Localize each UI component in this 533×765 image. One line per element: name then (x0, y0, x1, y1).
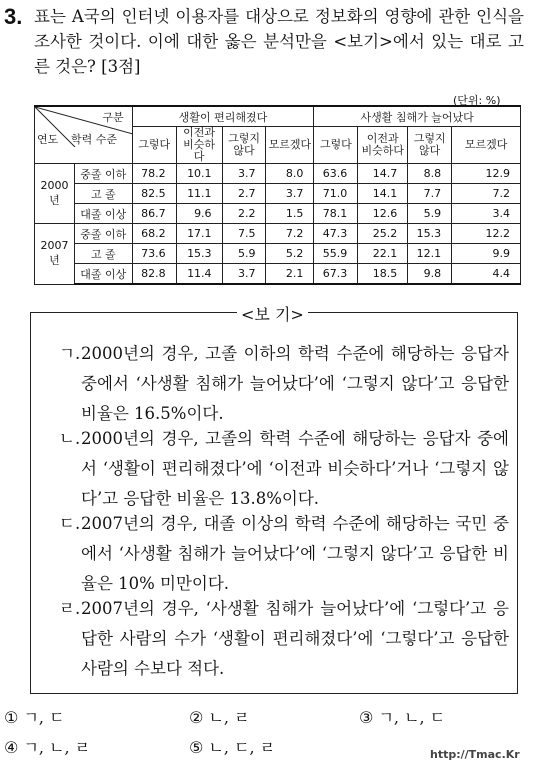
value-cell: 8.8 (408, 164, 452, 184)
value-cell: 12.6 (358, 204, 408, 224)
value-cell: 12.1 (408, 244, 452, 264)
bogi-item-mark: ㄱ. (59, 344, 81, 363)
year-cell-2000: 2000년 (35, 164, 75, 224)
value-cell: 10.1 (176, 164, 222, 184)
value-cell: 1.5 (266, 204, 314, 224)
value-cell: 2.7 (222, 184, 266, 204)
choice-number: ⑤ (189, 738, 204, 757)
choice-1[interactable] (4, 705, 65, 728)
choice-number: ② (189, 708, 204, 727)
value-cell: 78.2 (132, 164, 176, 184)
watermark: http://Tmac.Kr (430, 748, 520, 761)
value-cell: 5.2 (266, 244, 314, 264)
value-cell: 67.3 (314, 264, 358, 285)
table-corner-cell (35, 106, 133, 164)
value-cell: 5.9 (222, 244, 266, 264)
value-cell: 4.4 (452, 264, 521, 285)
year-cell-2007: 2007년 (35, 224, 75, 285)
bogi-item-text: 2000년의 경우, 고졸 이하의 학력 수준에 해당하는 응답자 중에서 ‘사생활 침해가 늘어났다’에 ‘그렇지 않다’고 응답한 비율은 16.5%이다. (81, 344, 509, 423)
survey-table (34, 105, 521, 285)
level-cell: 고 졸 (74, 244, 132, 264)
value-cell: 47.3 (314, 224, 358, 244)
value-cell: 68.2 (132, 224, 176, 244)
value-cell: 3.7 (266, 184, 314, 204)
value-cell: 11.4 (176, 264, 222, 285)
sub-header: 그렇다 (314, 127, 358, 164)
level-cell: 대졸 이상 (74, 204, 132, 224)
value-cell: 7.7 (408, 184, 452, 204)
choice-text: ㄴ, ㄷ, ㄹ (208, 738, 276, 757)
value-cell: 7.2 (452, 184, 521, 204)
bogi-item-2 (59, 424, 509, 514)
level-cell: 중졸 이하 (74, 164, 132, 184)
bogi-item-mark: ㄴ. (59, 429, 81, 448)
value-cell: 14.1 (358, 184, 408, 204)
value-cell: 82.5 (132, 184, 176, 204)
choice-text: ㄱ, ㄴ, ㄷ (378, 708, 446, 727)
value-cell: 7.2 (266, 224, 314, 244)
value-cell: 14.7 (358, 164, 408, 184)
choice-text: ㄱ, ㄷ (23, 708, 65, 727)
value-cell: 15.3 (176, 244, 222, 264)
corner-label-category: 구분 (102, 111, 124, 124)
sub-header: 이전과 비슷하다 (176, 127, 222, 164)
bogi-item-text: 2007년의 경우, ‘사생활 침해가 늘어났다’에 ‘그렇다’고 응답한 사람의 수가 ‘생활이 편리해졌다’에 ‘그렇다’고 응답한 사람의 수보다 적다. (81, 599, 509, 678)
value-cell: 5.9 (408, 204, 452, 224)
bogi-title: <보 기> (237, 302, 308, 325)
choice-5[interactable] (189, 735, 275, 758)
choice-text: ㄴ, ㄹ (208, 708, 250, 727)
question-number: 3. (4, 4, 23, 29)
value-cell: 3.7 (222, 164, 266, 184)
value-cell: 3.4 (452, 204, 521, 224)
value-cell: 7.5 (222, 224, 266, 244)
choice-2[interactable] (189, 705, 250, 728)
value-cell: 15.3 (408, 224, 452, 244)
choice-number: ④ (4, 738, 19, 757)
value-cell: 78.1 (314, 204, 358, 224)
value-cell: 22.1 (358, 244, 408, 264)
level-cell: 중졸 이하 (74, 224, 132, 244)
sub-header: 이전과 비슷하다 (358, 127, 408, 164)
value-cell: 2.1 (266, 264, 314, 285)
sub-header: 모르겠다 (266, 127, 314, 164)
value-cell: 8.0 (266, 164, 314, 184)
value-cell: 17.1 (176, 224, 222, 244)
value-cell: 73.6 (132, 244, 176, 264)
bogi-item-text: 2000년의 경우, 고졸의 학력 수준에 해당하는 응답자 중에서 ‘생활이 편리해졌다’에 ‘이전과 비슷하다’거나 ‘그렇지 않다’고 응답한 비율은 13.8%이다. (81, 429, 509, 508)
bogi-box (30, 312, 518, 694)
choice-number: ③ (359, 708, 374, 727)
value-cell: 25.2 (358, 224, 408, 244)
sub-header: 그렇지 않다 (222, 127, 266, 164)
value-cell: 86.7 (132, 204, 176, 224)
choice-text: ㄱ, ㄴ, ㄹ (23, 738, 91, 757)
question-text: 표는 A국의 인터넷 이용자를 대상으로 정보화의 영향에 관한 인식을 조사한 것이다. 이에 대한 옳은 분석만을 <보기>에서 있는 대로 고른 것은? [3점] (34, 7, 524, 76)
bogi-item-mark: ㄷ. (59, 514, 81, 533)
value-cell: 82.8 (132, 264, 176, 285)
value-cell: 9.9 (452, 244, 521, 264)
bogi-item-4 (59, 594, 509, 684)
value-cell: 63.6 (314, 164, 358, 184)
value-cell: 71.0 (314, 184, 358, 204)
bogi-item-1 (59, 339, 509, 429)
choice-3[interactable] (359, 705, 445, 728)
sub-header: 그렇다 (132, 127, 176, 164)
value-cell: 9.8 (408, 264, 452, 285)
choice-number: ① (4, 708, 19, 727)
corner-label-year: 연도 (37, 133, 59, 146)
value-cell: 2.2 (222, 204, 266, 224)
value-cell: 11.1 (176, 184, 222, 204)
level-cell: 고 졸 (74, 184, 132, 204)
group-header-convenience: 생활이 편리해졌다 (132, 106, 314, 127)
value-cell: 18.5 (358, 264, 408, 285)
level-cell: 대졸 이상 (74, 264, 132, 285)
unit-label: (단위: %) (453, 94, 501, 107)
sub-header: 모르겠다 (452, 127, 521, 164)
corner-label-education: 학력 수준 (71, 133, 118, 146)
value-cell: 55.9 (314, 244, 358, 264)
sub-header: 그렇지 않다 (408, 127, 452, 164)
group-header-privacy: 사생활 침해가 늘어났다 (314, 106, 521, 127)
value-cell: 9.6 (176, 204, 222, 224)
value-cell: 12.2 (452, 224, 521, 244)
bogi-item-mark: ㄹ. (59, 599, 81, 618)
value-cell: 3.7 (222, 264, 266, 285)
bogi-item-text: 2007년의 경우, 대졸 이상의 학력 수준에 해당하는 국민 중에서 ‘사생활 침해가 늘어났다’에 ‘그렇지 않다’고 응답한 비율은 10% 미만이다. (81, 514, 509, 593)
choice-4[interactable] (4, 735, 90, 758)
value-cell: 12.9 (452, 164, 521, 184)
bogi-item-3 (59, 509, 509, 599)
